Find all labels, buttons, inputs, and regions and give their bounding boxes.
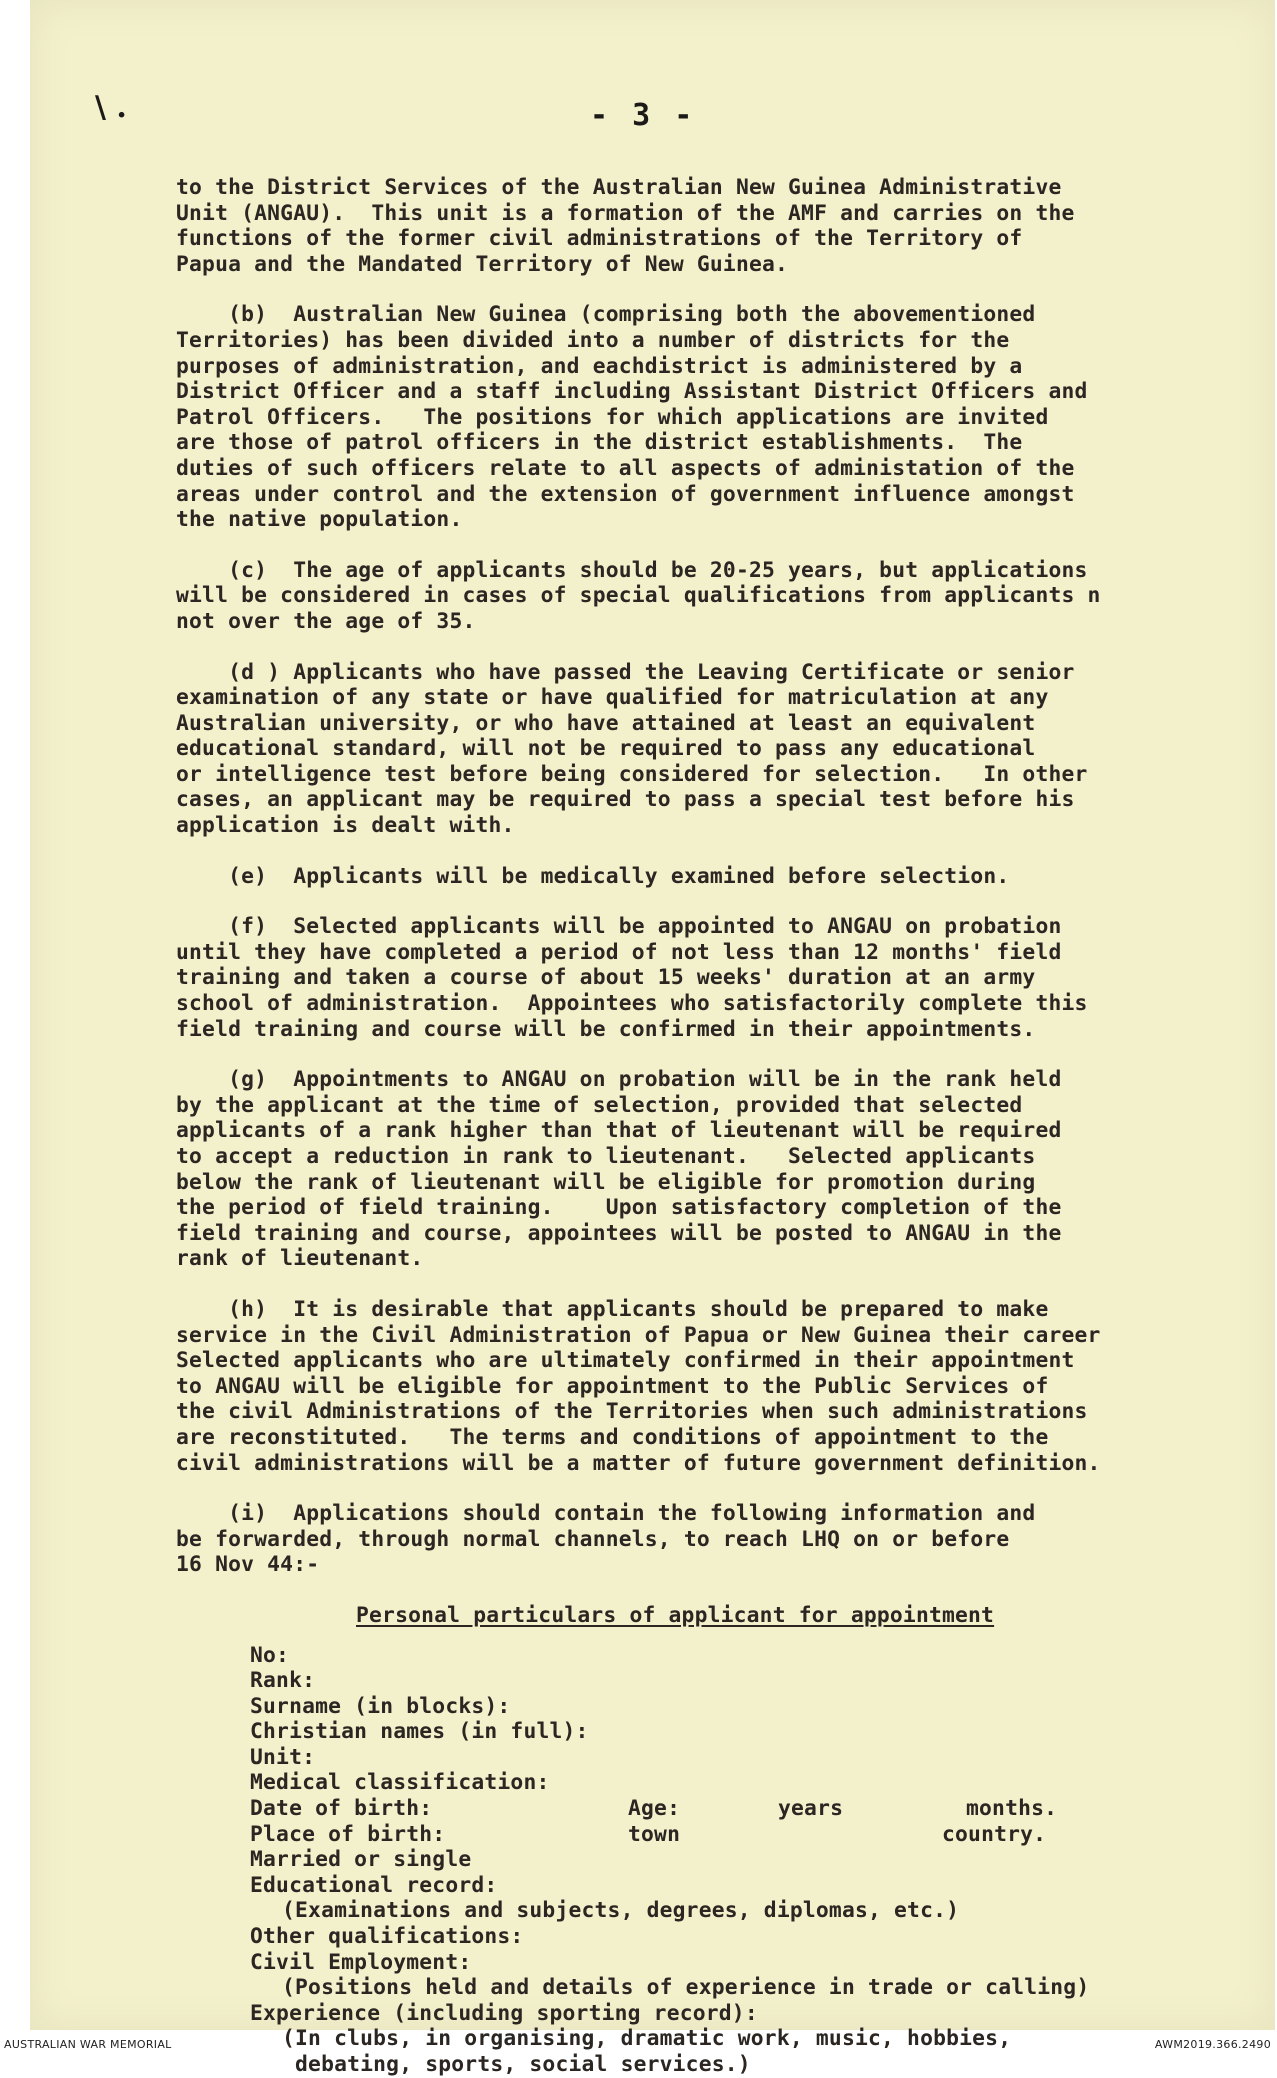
- paragraph-line: be forwarded, through normal channels, to reach LHQ on or before: [176, 1526, 1010, 1552]
- paragraph-e: [176, 864, 1236, 890]
- paragraph-gap: [176, 635, 1236, 660]
- paragraph-gap: [176, 1042, 1236, 1067]
- field-experience: Experience (including sporting record):: [250, 2000, 758, 2026]
- field-age: Age:: [628, 1796, 681, 1822]
- field-country: country.: [942, 1821, 1047, 1847]
- paragraph-line: purposes of administration, and eachdistrict is administered by a: [176, 353, 1023, 379]
- field-no: No:: [250, 1642, 290, 1668]
- paragraph-line: until they have completed a period of not less than 12 months' field: [176, 939, 1062, 965]
- paragraph-gap: [176, 889, 1236, 914]
- row-place-of-birth: [250, 1822, 1236, 1848]
- paragraph-line: 16 Nov 44:-: [176, 1552, 320, 1578]
- paragraph-line: the civil Administrations of the Territories when such administrations: [176, 1399, 1088, 1425]
- page-number: - 3 -: [590, 98, 696, 133]
- paragraph-c: [176, 558, 1236, 635]
- paragraph-line: (c) The age of applicants should be 20-25 years, but applications: [176, 557, 1088, 583]
- paragraph-line: will be considered in cases of special qualifications from applicants n: [176, 583, 1101, 609]
- paragraph-line: duties of such officers relate to all aspects of administation of the: [176, 455, 1075, 481]
- paragraph-line: cases, an applicant may be required to pass a special test before his: [176, 787, 1075, 813]
- paragraph-line: Selected applicants who are ultimately confirmed in their appointment: [176, 1348, 1075, 1374]
- experience-note-line-1: (In clubs, in organising, dramatic work, music, hobbies,: [282, 2026, 1012, 2052]
- paragraph-line: rank of lieutenant.: [176, 1246, 424, 1272]
- footer-accession-number: AWM2019.366.2490: [1154, 2038, 1271, 2051]
- paragraph-line: application is dealt with.: [176, 813, 515, 839]
- paragraph-gap: [176, 839, 1236, 864]
- educational-record-note: (Examinations and subjects, degrees, diplomas, etc.): [282, 1898, 960, 1924]
- footer-source: AUSTRALIAN WAR MEMORIAL: [4, 2038, 172, 2051]
- paragraph-gap: [176, 277, 1236, 302]
- field-married-or-single: Married or single: [250, 1847, 472, 1873]
- paragraph-line: training and taken a course of about 15 weeks' duration at an army: [176, 965, 1036, 991]
- paragraph-line: to ANGAU will be eligible for appointment to the Public Services of: [176, 1373, 1049, 1399]
- field-other-qualifications: Other qualifications:: [250, 1924, 524, 1950]
- paragraph-line: (h) It is desirable that applicants should be prepared to make: [176, 1296, 1049, 1322]
- paragraph-line: (e) Applicants will be medically examined before selection.: [176, 863, 1010, 889]
- field-educational-record: Educational record:: [250, 1872, 498, 1898]
- paragraph-intro: [176, 175, 1236, 277]
- field-surname: Surname (in blocks):: [250, 1693, 511, 1719]
- paragraph-line: below the rank of lieutenant will be eligible for promotion during: [176, 1169, 1036, 1195]
- paragraph-line: Australian university, or who have attained at least an equivalent: [176, 710, 1036, 736]
- paragraph-line: Patrol Officers. The positions for which applications are invited: [176, 404, 1049, 430]
- handwritten-marks: \ .: [95, 90, 127, 125]
- paragraph-line: school of administration. Appointees who satisfactorily complete this: [176, 991, 1088, 1017]
- field-medical-classification: Medical classification:: [250, 1770, 550, 1796]
- paragraph-line: not over the age of 35.: [176, 608, 476, 634]
- paragraph-gap: [176, 533, 1236, 558]
- paragraph-g: [176, 1067, 1236, 1272]
- paragraph-line: civil administrations will be a matter of future government definition.: [176, 1450, 1101, 1476]
- paragraph-line: the native population.: [176, 507, 463, 533]
- paragraph-line: Territories) has been divided into a number of districts for the: [176, 327, 1010, 353]
- paragraph-line: applicants of a rank higher than that of lieutenant will be required: [176, 1118, 1062, 1144]
- paragraph-line: (b) Australian New Guinea (comprising both the abovementioned: [176, 302, 1036, 328]
- paragraph-line: District Officer and a staff including Assistant District Officers and: [176, 379, 1088, 405]
- paragraph-line: (g) Appointments to ANGAU on probation will be in the rank held: [176, 1067, 1062, 1093]
- paragraphs: [176, 175, 1236, 1578]
- paragraph-line: functions of the former civil administrations of the Territory of: [176, 226, 1023, 252]
- paragraph-gap: [176, 1272, 1236, 1297]
- paragraph-i: [176, 1501, 1236, 1578]
- paragraph-line: (d ) Applicants who have passed the Leaving Certificate or senior: [176, 659, 1075, 685]
- paragraph-b: [176, 302, 1236, 532]
- paragraph-line: to accept a reduction in rank to lieutenant. Selected applicants: [176, 1144, 1036, 1169]
- experience-note-line-2: debating, sports, social services.): [282, 2052, 751, 2077]
- field-place-of-birth: Place of birth:: [250, 1821, 446, 1847]
- paragraph-f: [176, 914, 1236, 1042]
- paragraph-h: [176, 1297, 1236, 1476]
- paragraph-line: the period of field training. Upon satisfactory completion of the: [176, 1195, 1062, 1221]
- field-months: months.: [966, 1796, 1058, 1822]
- paragraph-d: [176, 660, 1236, 839]
- paragraph-line: are reconstituted. The terms and conditions of appointment to the: [176, 1424, 1049, 1450]
- paragraph-line: field training and course, appointees will be posted to ANGAU in the: [176, 1220, 1062, 1246]
- personal-particulars-form: [250, 1643, 1236, 2078]
- field-years: years: [778, 1796, 844, 1822]
- field-civil-employment: Civil Employment:: [250, 1949, 472, 1975]
- paragraph-line: Papua and the Mandated Territory of New Guinea.: [176, 251, 789, 277]
- document-body: [176, 100, 1236, 2078]
- paragraph-line: or intelligence test before being considered for selection. In other: [176, 761, 1088, 787]
- field-rank: Rank:: [250, 1668, 316, 1694]
- paragraph-line: examination of any state or have qualified for matriculation at any: [176, 685, 1049, 711]
- paragraph-line: are those of patrol officers in the district establishments. The: [176, 430, 1023, 456]
- field-unit: Unit:: [250, 1744, 316, 1770]
- field-town: town: [628, 1821, 681, 1847]
- paragraph-line: by the applicant at the time of selection, provided that selected: [176, 1092, 1023, 1118]
- paragraph-line: service in the Civil Administration of Papua or New Guinea their career: [176, 1322, 1101, 1348]
- paragraph-line: (i) Applications should contain the following information and: [176, 1501, 1036, 1527]
- civil-employment-note: (Positions held and details of experience in trade or calling): [282, 1975, 1090, 2001]
- paragraph-line: educational standard, will not be required to pass any educational: [176, 736, 1036, 762]
- paragraph-gap: [176, 1476, 1236, 1501]
- form-title: Personal particulars of applicant for appointment: [356, 1602, 995, 1628]
- field-date-of-birth: Date of birth:: [250, 1796, 433, 1822]
- paragraph-line: to the District Services of the Australian New Guinea Administrative: [176, 175, 1062, 200]
- paragraph-line: (f) Selected applicants will be appointed to ANGAU on probation: [176, 914, 1062, 940]
- row-date-of-birth: [250, 1796, 1236, 1822]
- paragraph-line: field training and course will be confirmed in their appointments.: [176, 1016, 1036, 1042]
- field-christian-names: Christian names (in full):: [250, 1719, 589, 1745]
- paragraph-line: Unit (ANGAU). This unit is a formation of the AMF and carries on the: [176, 200, 1075, 226]
- paragraph-line: areas under control and the extension of government influence amongst: [176, 481, 1075, 507]
